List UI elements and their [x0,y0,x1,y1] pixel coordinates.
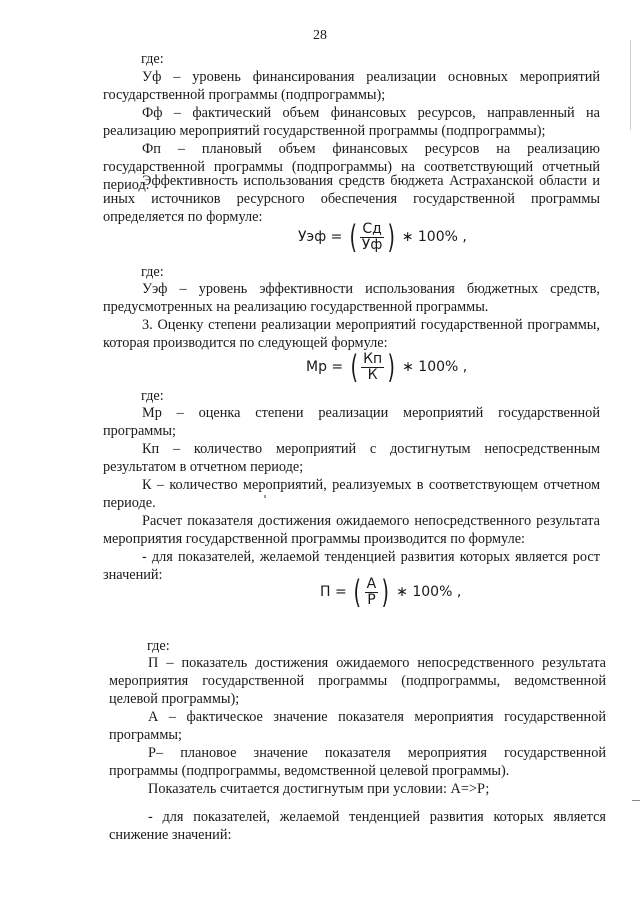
formula-indicator: П = ( $\frac{А}{Р}$ ) ∗ 100% , [320,573,462,611]
formula-implementation: Мр = ( $\frac{Кп}{К}$ ) ∗ 100% , [306,348,468,386]
formula-implementation-rhs: ∗ 100% , [402,359,468,375]
definition-kp-text: Кп – количество мероприятий с достигнутым непосредственным результатом в отчетном периоде; [103,441,600,475]
formula-efficiency-rhs: ∗ 100% , [401,229,467,245]
definition-uef-text: Уэф – уровень эффективности использования бюджетных средств, предусмотренных на реализацию государственной программы. [103,281,600,315]
definition-k-text: К – количество мероприятий, реализуемых в соответствующем отчетном периоде. [103,477,600,511]
where-label-2: где: [141,264,164,280]
paragraph-decline-text: - для показателей, желаемой тенденцией развития которых является снижение значений: [109,809,606,843]
formula-efficiency-numerator: Сд [362,220,382,237]
definition-a [109,708,606,744]
paragraph-efficiency-text: Эффективность использования средств бюджета Астраханской области и иных источников ресурсного обеспечения государственной программы определяется по формуле: [103,173,600,225]
formula-indicator-rhs: ∗ 100% , [396,584,462,600]
formula-indicator-denominator: Р [367,591,376,608]
definition-mp [103,404,600,440]
formula-implementation-lhs: Мр = [306,359,344,375]
definition-a-text: А – фактическое значение показателя мероприятия государственной программы; [109,709,606,743]
definition-kp [103,440,600,476]
edge-shadow-top [630,40,631,130]
definition-p-text: П – показатель достижения ожидаемого непосредственного результата мероприятия государственной программы (подпрограммы, ведомственной целевой программы); [109,655,606,707]
definition-p [109,654,606,708]
paragraph-growth-text: - для показателей, желаемой тенденцией развития которых является рост значений: [103,549,600,583]
paragraph-calculation [103,512,600,548]
where-label-1: где: [141,51,164,67]
definition-ff-text: Фф – фактический объем финансовых ресурсов, направленный на реализацию мероприятий государственной программы (подпрограммы); [103,105,600,139]
paragraph-decline [109,808,606,844]
definition-k [103,476,600,512]
formula-efficiency-lhs: Уэф = [298,229,343,245]
formula-implementation-numerator: Кп [363,350,383,367]
definition-uf-text: Уф – уровень финансирования реализации основных мероприятий государственной программы (подпрограммы); [103,69,600,103]
stray-mark [264,495,266,498]
paragraph-calculation-text: Расчет показателя достижения ожидаемого непосредственного результата мероприятия государственной программы производится по формуле: [103,513,600,547]
definition-uef [103,280,600,316]
page-number: 28 [313,28,327,43]
paragraph-section-3-text: 3. Оценку степени реализации мероприятий государственной программы, которая производится по следующей формуле: [103,317,600,351]
where-label-4: где: [147,638,170,654]
definition-uf [103,68,600,104]
definition-fp-text: Фп – плановый объем финансовых ресурсов на реализацию государственной программы (подпрограммы) на соответствующий отчетный период. [103,141,600,193]
paragraph-section-3 [103,316,600,352]
paragraph-condition [109,780,606,798]
formula-efficiency: Уэф = ( $\frac{Сд}{Уф}$ ) ∗ 100% , [298,218,467,256]
formula-indicator-lhs: П = [320,584,347,600]
where-label-3: где: [141,388,164,404]
formula-indicator-numerator: А [366,575,377,592]
definition-r [109,744,606,780]
paragraph-condition-text: Показатель считается достигнутым при условии: А=>Р; [148,781,490,797]
formula-efficiency-denominator: Уф [361,236,383,253]
definition-mp-text: Мр – оценка степени реализации мероприятий государственной программы; [103,405,600,439]
definition-r-text: Р– плановое значение показателя мероприятия государственной программы (подпрограммы, ведомственной целевой программы). [109,745,606,779]
formula-implementation-denominator: К [367,366,378,383]
definition-ff [103,104,600,140]
edge-mark-bottom [632,800,640,801]
